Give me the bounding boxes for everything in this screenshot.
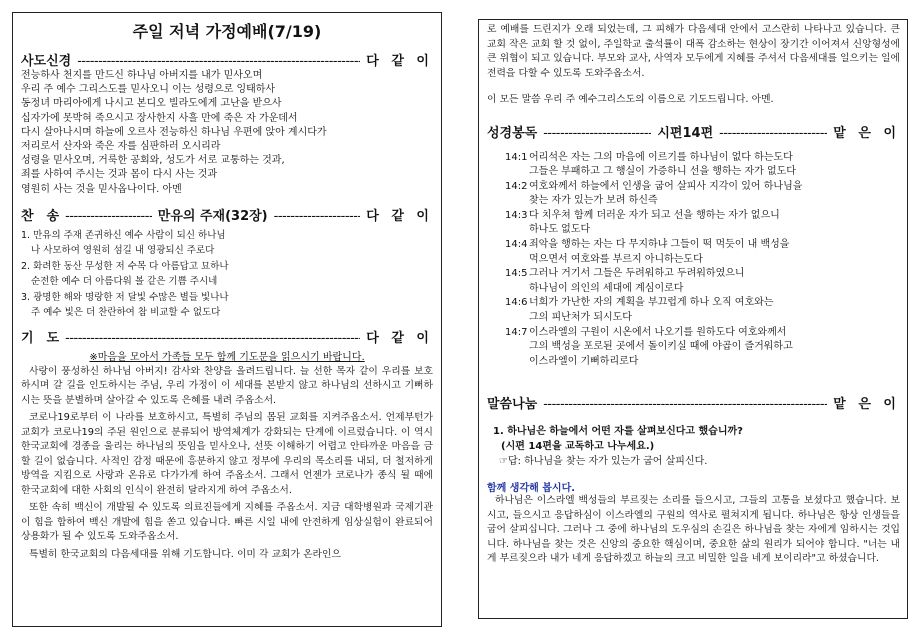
prayer-paragraph: 특별히 한국교회의 다음세대를 위해 기도합니다. 이미 각 교회가 온라인으 [29, 548, 341, 560]
prayer-heading [21, 327, 433, 346]
verse-text: 죄악을 행하는 자는 다 무지하냐 그들이 떡 먹듯이 내 백성을 [529, 239, 790, 251]
right-page [478, 19, 908, 619]
left-page [12, 12, 442, 627]
verse-number: 14:5 [505, 268, 528, 280]
verse-text: 찾는 자가 있는가 보려 하신즉 [529, 195, 658, 207]
creed-line: 전능하사 천지를 만드신 하나님 아버지를 내가 믿사오며 [21, 70, 263, 81]
creed-line: 십자가에 못박혀 죽으시고 장사한지 사흘 만에 죽은 자 가운데서 [21, 112, 298, 124]
psalm-verse [505, 180, 900, 195]
verse-number: 14:6 [505, 297, 528, 309]
prayer-paragraph: 또한 속히 백신이 개발될 수 있도록 의료진들에게 지혜를 주옵소서. 지금 대학병원과 국제기관이 힘을 합하여 백신 개발에 힘을 쏟고 있습니다. 빠른 시일 내에 안전하게 임상실험이 완료되어 상용화가 될 수 있도록 도와주옵소서. [21, 502, 433, 543]
creed-line: 영원히 사는 것을 믿사옵나이다. 아멘 [21, 183, 182, 195]
verse-number: 14:1 [505, 151, 528, 163]
verse-text: 어리석은 자는 그의 마음에 이르기를 하나님이 없다 하는도다 [529, 151, 793, 163]
psalm-verse [505, 151, 900, 166]
page-title: 주일 저녁 가정예배(7/19) [132, 22, 322, 41]
prayer-leader: 다 같 이 [366, 330, 433, 346]
reading-passage: 시편14편 [657, 125, 714, 141]
answer-text: ☞답: 하나님을 찾는 자가 있는가 굽어 살피신다. [499, 456, 708, 468]
verse-text: 이스라엘이 기뻐하리로다 [529, 355, 639, 367]
prayer-paragraph: 사랑이 풍성하신 하나님 아버지! 감사와 찬양을 올려드립니다. 늘 선한 목자 같이 우리를 보호하시며 갈 길을 인도하시는 주님, 우리 가정이 이 세대를 본받지 않고 하나님의 선하시고 기뻐하시는 뜻을 분별하며 살아갈 수 있도록 은혜를 내려 주옵소서. [21, 365, 433, 406]
sharing-label: 말씀나눔 [487, 397, 538, 413]
prayer-paragraph: 코로나19로부터 이 나라를 보호하시고, 특별히 주님의 몸된 교회를 지켜주옵소서. 언제부턴가 교회가 코로나19의 주된 원인으로 분류되어 방역체계가 강화되는 단계에 이르렀습니다. 이 역시 한국교회에 경종을 울리는 하나님의 뜻임을 믿사오나, 선뜻 이해하기 어렵고 안타까운 마음을 금할 길이 없습니다. 사적인 감정 때문에 흥분하지 않고 정부에 우리의 목소리를 내되, 더 철저하게 방역을 지킴으로 사랑과 온유로 다가가게 하여 주옵소서. 그래서 언젠가 코로나가 종식 될 때에 한국교회에 대한 사회의 인식이 완전히 달라지게 하여 주옵소서. [21, 412, 433, 496]
verse-text: 여호와께서 하늘에서 인생을 굽어 살피사 지각이 있어 하나님을 [529, 180, 803, 192]
psalm-text [505, 151, 900, 370]
sharing-leader: 맡 은 이 [833, 397, 900, 413]
hymn-heading [21, 205, 433, 224]
verse-text: 다 치우쳐 함께 더러운 자가 되고 선을 행하는 자가 없으니 [529, 209, 780, 221]
creed-leader: 다 같 이 [366, 54, 433, 69]
verse-number: 14:4 [505, 239, 528, 251]
divider [65, 331, 360, 346]
verse-text: 하나도 없도다 [529, 224, 591, 236]
hymn-lyrics [21, 228, 433, 321]
creed-line: 다시 살아나시며 하늘에 오르사 전능하신 하나님 우편에 앉아 계시다가 [21, 126, 327, 138]
verse-number: 14:3 [505, 209, 528, 221]
divider [274, 209, 361, 224]
reading-leader: 맡 은 이 [833, 125, 901, 141]
verse-number: 14:2 [505, 180, 528, 192]
discussion-question [487, 424, 900, 469]
creed-line: 죄를 사하여 주시는 것과 몸이 다시 사는 것과 [21, 169, 218, 181]
divider [543, 397, 827, 412]
hymn-verse-line: 3. 광명한 해와 명랑한 저 달빛 수많은 별들 빛나나 [21, 291, 229, 303]
psalm-verse [505, 267, 900, 282]
prayer-closing: 이 모든 말씀 우리 주 예수그리스도의 이름으로 기도드립니다. 아멘. [487, 94, 774, 105]
verse-text: 그들은 부패하고 그 행실이 가증하니 선을 행하는 자가 없도다 [529, 166, 796, 178]
verse-text: 그의 백성을 포로된 곳에서 돌이키실 때에 야곱이 즐거워하고 [529, 341, 793, 353]
verse-number: 14:7 [505, 326, 528, 338]
divider [543, 126, 651, 141]
hymn-verse-line: 2. 화려한 동산 무성한 저 수목 다 아름답고 묘하나 [21, 260, 229, 272]
creed-line: 저리로서 산자와 죽은 자를 심판하러 오시리라 [21, 141, 221, 153]
psalm-verse [505, 209, 900, 224]
creed-line: 성령을 믿사오며, 거룩한 공회와, 성도가 서로 교통하는 것과, [21, 155, 285, 167]
creed-heading [21, 50, 433, 69]
prayer-continuation: 로 예배를 드린지가 오래 되었는데, 그 피해가 다음세대 안에서 고스란히 나타나고 있습니다. 큰 교회 작은 교회 할 것 없이, 주일학교 출석률이 대폭 감소하는 현상이 장기간 이어져서 신앙형성에 큰 위협이 되고 있습니다. 부모와 교사, 사역자 모두에게 지혜를 주셔서 다음세대를 일으키는 일에 전력을 다할 수 있도록 도와주옵소서. [487, 24, 900, 79]
prayer-label: 기 도 [21, 330, 60, 346]
question-text: 1. 하나님은 하늘에서 어떤 자를 살펴보신다고 했습니까? [493, 426, 743, 438]
verse-text: 이스라엘의 구원이 시온에서 나오기를 원하도다 여호와께서 [529, 326, 787, 338]
sharing-heading [487, 393, 900, 412]
verse-text: 그의 피난처가 되시도다 [529, 312, 632, 324]
divider [65, 209, 152, 224]
creed-label: 사도신경 [21, 54, 72, 69]
verse-text: 먹으면서 여호와를 부르지 아니하는도다 [529, 253, 703, 265]
hymn-verse-line: 주 예수 빛은 더 찬란하여 참 비교할 수 없도다 [31, 307, 221, 319]
divider [77, 54, 360, 69]
reading-heading [487, 122, 900, 141]
think-text: 하나님은 이스라엘 백성들의 부르짖는 소리를 들으시고, 그들의 고통을 보셨다고 했습니다. 보시고, 들으시고 응답하심이 이스라엘의 구원의 역사로 펼쳐지게 됩니다. 하나님은 항상 인생들을 굽어 살피십니다. 그러나 그 중에 하나님의 도우심의 손길은 하나님을 찾는 자에게 임하시는 것입니다. 하나님을 찾는 것은 신앙의 중요한 핵심이며, 중요한 삶의 원리가 되어야 합니다. "너는 내게 부르짖으라 내가 네게 응답하겠고 하늘의 크고 비밀한 일을 네게 보이리라"고 하셨습니다. [487, 495, 900, 565]
verse-text: 그러나 거기서 그들은 두려워하고 두려워하였으니 [529, 268, 745, 280]
reading-label: 성경봉독 [487, 125, 538, 141]
psalm-verse [505, 326, 900, 341]
hymn-verse-line: 나 사모하여 영원히 섬길 내 영광되신 주로다 [31, 245, 215, 257]
divider [719, 126, 827, 141]
creed-line: 동정녀 마리아에게 나시고 본디오 빌라도에게 고난을 받으사 [21, 98, 282, 110]
psalm-verse [505, 238, 900, 253]
hymn-label: 찬 송 [21, 208, 60, 224]
verse-text: 너희가 가난한 자의 계획을 부끄럽게 하나 오직 여호와는 [529, 297, 774, 309]
psalm-verse [505, 296, 900, 311]
prayer-note: ※마음을 모아서 가족들 모두 함께 기도문을 읽으시기 바랍니다. [89, 351, 365, 363]
verse-text: 하나님이 의인의 세대에 계심이로다 [529, 282, 684, 294]
hymn-verse-line: 1. 만유의 주재 존귀하신 예수 사람이 되신 하나님 [21, 229, 226, 241]
hymn-leader: 다 같 이 [366, 208, 433, 224]
creed-text [21, 69, 433, 197]
think-title: 함께 생각해 봅시다. [487, 483, 576, 495]
question-instruction: (시편 14편을 교독하고 나누세요.) [501, 441, 655, 453]
creed-line: 우리 주 예수 그리스도를 믿사오니 이는 성령으로 잉태하사 [21, 84, 276, 96]
hymn-verse-line: 순전한 예수 더 아름다워 볼 같은 기쁨 주시네 [31, 276, 218, 288]
hymn-title: 만유의 주재(32장) [157, 208, 268, 224]
